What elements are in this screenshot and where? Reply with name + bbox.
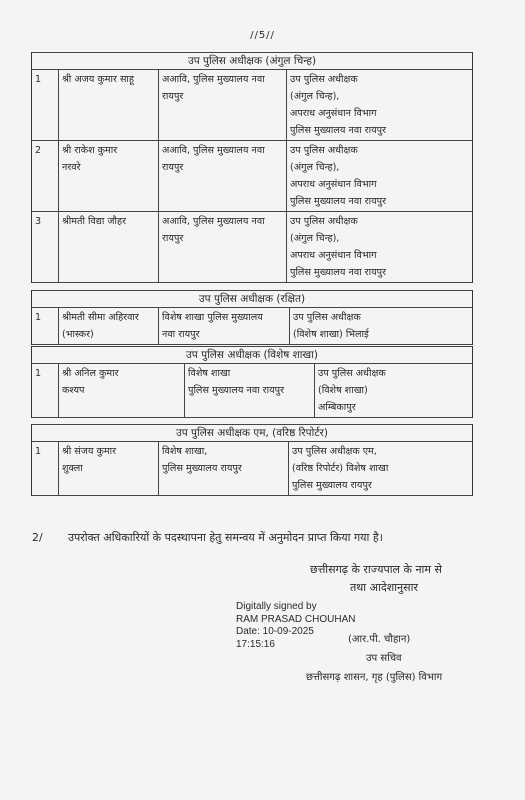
table-row: [32, 442, 472, 496]
officer-name-cell-line: श्रीमती विद्या जौहर: [62, 216, 127, 227]
new-posting-cell-line: (अंगुल चिन्ह),: [290, 162, 340, 173]
current-posting-cell: [184, 364, 314, 417]
current-posting-cell: [158, 141, 286, 211]
new-posting-cell-line: उप पुलिस अधीक्षक: [290, 74, 358, 85]
new-posting-cell-line: अम्बिकापुर: [318, 402, 356, 413]
new-posting-cell-line: उप पुलिस अधीक्षक: [290, 145, 358, 156]
table-dsp-fingerprint: [31, 52, 473, 283]
current-posting-cell: [158, 308, 289, 344]
signature-line-3: Date: 10-09-2025: [236, 626, 314, 637]
signature-line-2: RAM PRASAD CHOUHAN: [236, 613, 356, 625]
table-row: [32, 141, 472, 212]
new-posting-cell-line: अपराध अनुसंधान विभाग: [290, 250, 377, 261]
serial-number-cell: 3: [35, 216, 42, 227]
officer-name-cell: [58, 308, 158, 344]
signatory-name: (आर.पी. चौहान): [348, 634, 411, 645]
officer-name-cell-line: शुक्ला: [62, 463, 83, 474]
new-posting-cell: [286, 212, 472, 282]
officer-name-cell-line: श्री संजय कुमार: [62, 446, 117, 457]
officer-name-cell: [58, 141, 158, 211]
officer-name-cell-line: श्री अजय कुमार साहू: [62, 74, 135, 85]
signatory-department: छत्तीसगढ़ शासन, गृह (पुलिस) विभाग: [306, 672, 443, 683]
officer-name-cell: [58, 212, 158, 282]
new-posting-cell-line: पुलिस मुख्यालय नवा रायपुर: [290, 267, 387, 278]
table-header: उप पुलिस अधीक्षक (रक्षित): [32, 290, 472, 308]
table-dsp-reserve: [31, 290, 473, 345]
new-posting-cell-line: (अंगुल चिन्ह),: [290, 233, 340, 244]
current-posting-cell-line: रायपुर: [162, 162, 184, 173]
new-posting-cell-line: (अंगुल चिन्ह),: [290, 91, 340, 102]
current-posting-cell-line: रायपुर: [162, 233, 184, 244]
digital-signature: [236, 601, 355, 651]
paragraph-text: उपरोक्त अधिकारियों के पदस्थापना हेतु समन्वय में अनुमोदन प्राप्त किया गया है।: [68, 531, 383, 544]
officer-name-cell: [58, 442, 158, 495]
officer-name-cell: [58, 364, 184, 417]
new-posting-cell-line: पुलिस मुख्यालय रायपुर: [292, 480, 372, 491]
officer-name-cell-line: (भास्कर): [62, 329, 94, 340]
order-line-1: छत्तीसगढ़ के राज्यपाल के नाम से: [310, 563, 442, 576]
current-posting-cell-line: विशेष शाखा पुलिस मुख्यालय: [162, 312, 263, 323]
current-posting-cell-line: विशेष शाखा,: [162, 446, 208, 457]
new-posting-cell-line: उप पुलिस अधीक्षक: [293, 312, 361, 323]
serial-number-cell: 1: [35, 446, 42, 457]
table-header: उप पुलिस अधीक्षक (विशेष शाखा): [32, 346, 472, 364]
new-posting-cell-line: अपराध अनुसंधान विभाग: [290, 108, 377, 119]
current-posting-cell-line: पुलिस मुख्यालय नवा रायपुर: [188, 385, 285, 396]
table-header: उप पुलिस अधीक्षक (अंगुल चिन्ह): [32, 52, 472, 70]
officer-name-cell-line: श्री अनिल कुमार: [62, 368, 119, 379]
new-posting-cell-line: (विशेष शाखा) भिलाई: [293, 329, 369, 340]
new-posting-cell: [289, 308, 472, 344]
new-posting-cell-line: उप पुलिस अधीक्षक: [290, 216, 358, 227]
current-posting-cell: [158, 212, 286, 282]
new-posting-cell-line: (वरिष्ठ रिपोर्टर) विशेष शाखा: [292, 463, 389, 474]
table-row: [32, 364, 472, 418]
serial-number-cell: 1: [35, 368, 42, 379]
page-number: //5//: [250, 30, 275, 41]
new-posting-cell: [288, 442, 472, 495]
new-posting-cell-line: उप पुलिस अधीक्षक: [318, 368, 386, 379]
signature-line-4: 17:15:16: [236, 638, 275, 650]
current-posting-cell-line: अआवि, पुलिस मुख्यालय नवा: [162, 145, 265, 156]
current-posting-cell-line: नवा रायपुर: [162, 329, 200, 340]
paragraph-number: 2/: [32, 531, 43, 544]
new-posting-cell-line: (विशेष शाखा): [318, 385, 368, 396]
officer-name-cell-line: कश्यप: [62, 385, 85, 396]
new-posting-cell-line: अपराध अनुसंधान विभाग: [290, 179, 377, 190]
table-row: [32, 308, 472, 345]
approval-paragraph: [32, 530, 383, 545]
current-posting-cell-line: अआवि, पुलिस मुख्यालय नवा: [162, 74, 265, 85]
table-row: [32, 212, 472, 283]
current-posting-cell-line: विशेष शाखा: [188, 368, 231, 379]
new-posting-cell: [286, 141, 472, 211]
table-dsp-special-branch: [31, 346, 473, 418]
new-posting-cell-line: उप पुलिस अधीक्षक एम,: [292, 446, 377, 457]
table-row: [32, 70, 472, 141]
new-posting-cell: [314, 364, 472, 417]
officer-name-cell-line: श्रीमती सीमा अहिरवार: [62, 312, 139, 323]
signatory-designation: उप सचिव: [366, 653, 402, 664]
serial-number-cell: 1: [35, 74, 42, 85]
officer-name-cell-line: नरवरे: [62, 162, 81, 173]
signature-line-1: Digitally signed by: [236, 601, 317, 612]
current-posting-cell-line: अआवि, पुलिस मुख्यालय नवा: [162, 216, 265, 227]
new-posting-cell-line: पुलिस मुख्यालय नवा रायपुर: [290, 196, 387, 207]
new-posting-cell: [286, 70, 472, 140]
current-posting-cell-line: पुलिस मुख्यालय रायपुर: [162, 463, 242, 474]
officer-name-cell: [58, 70, 158, 140]
current-posting-cell-line: रायपुर: [162, 91, 184, 102]
current-posting-cell: [158, 442, 288, 495]
table-header: उप पुलिस अधीक्षक एम, (वरिष्ठ रिपोर्टर): [32, 424, 472, 442]
serial-number-cell: 2: [35, 145, 42, 156]
current-posting-cell: [158, 70, 286, 140]
table-dsp-senior-reporter: [31, 424, 473, 496]
officer-name-cell-line: श्री राकेश कुमार: [62, 145, 118, 156]
order-line-2: तथा आदेशानुसार: [350, 581, 418, 594]
new-posting-cell-line: पुलिस मुख्यालय नवा रायपुर: [290, 125, 387, 136]
serial-number-cell: 1: [35, 312, 42, 323]
